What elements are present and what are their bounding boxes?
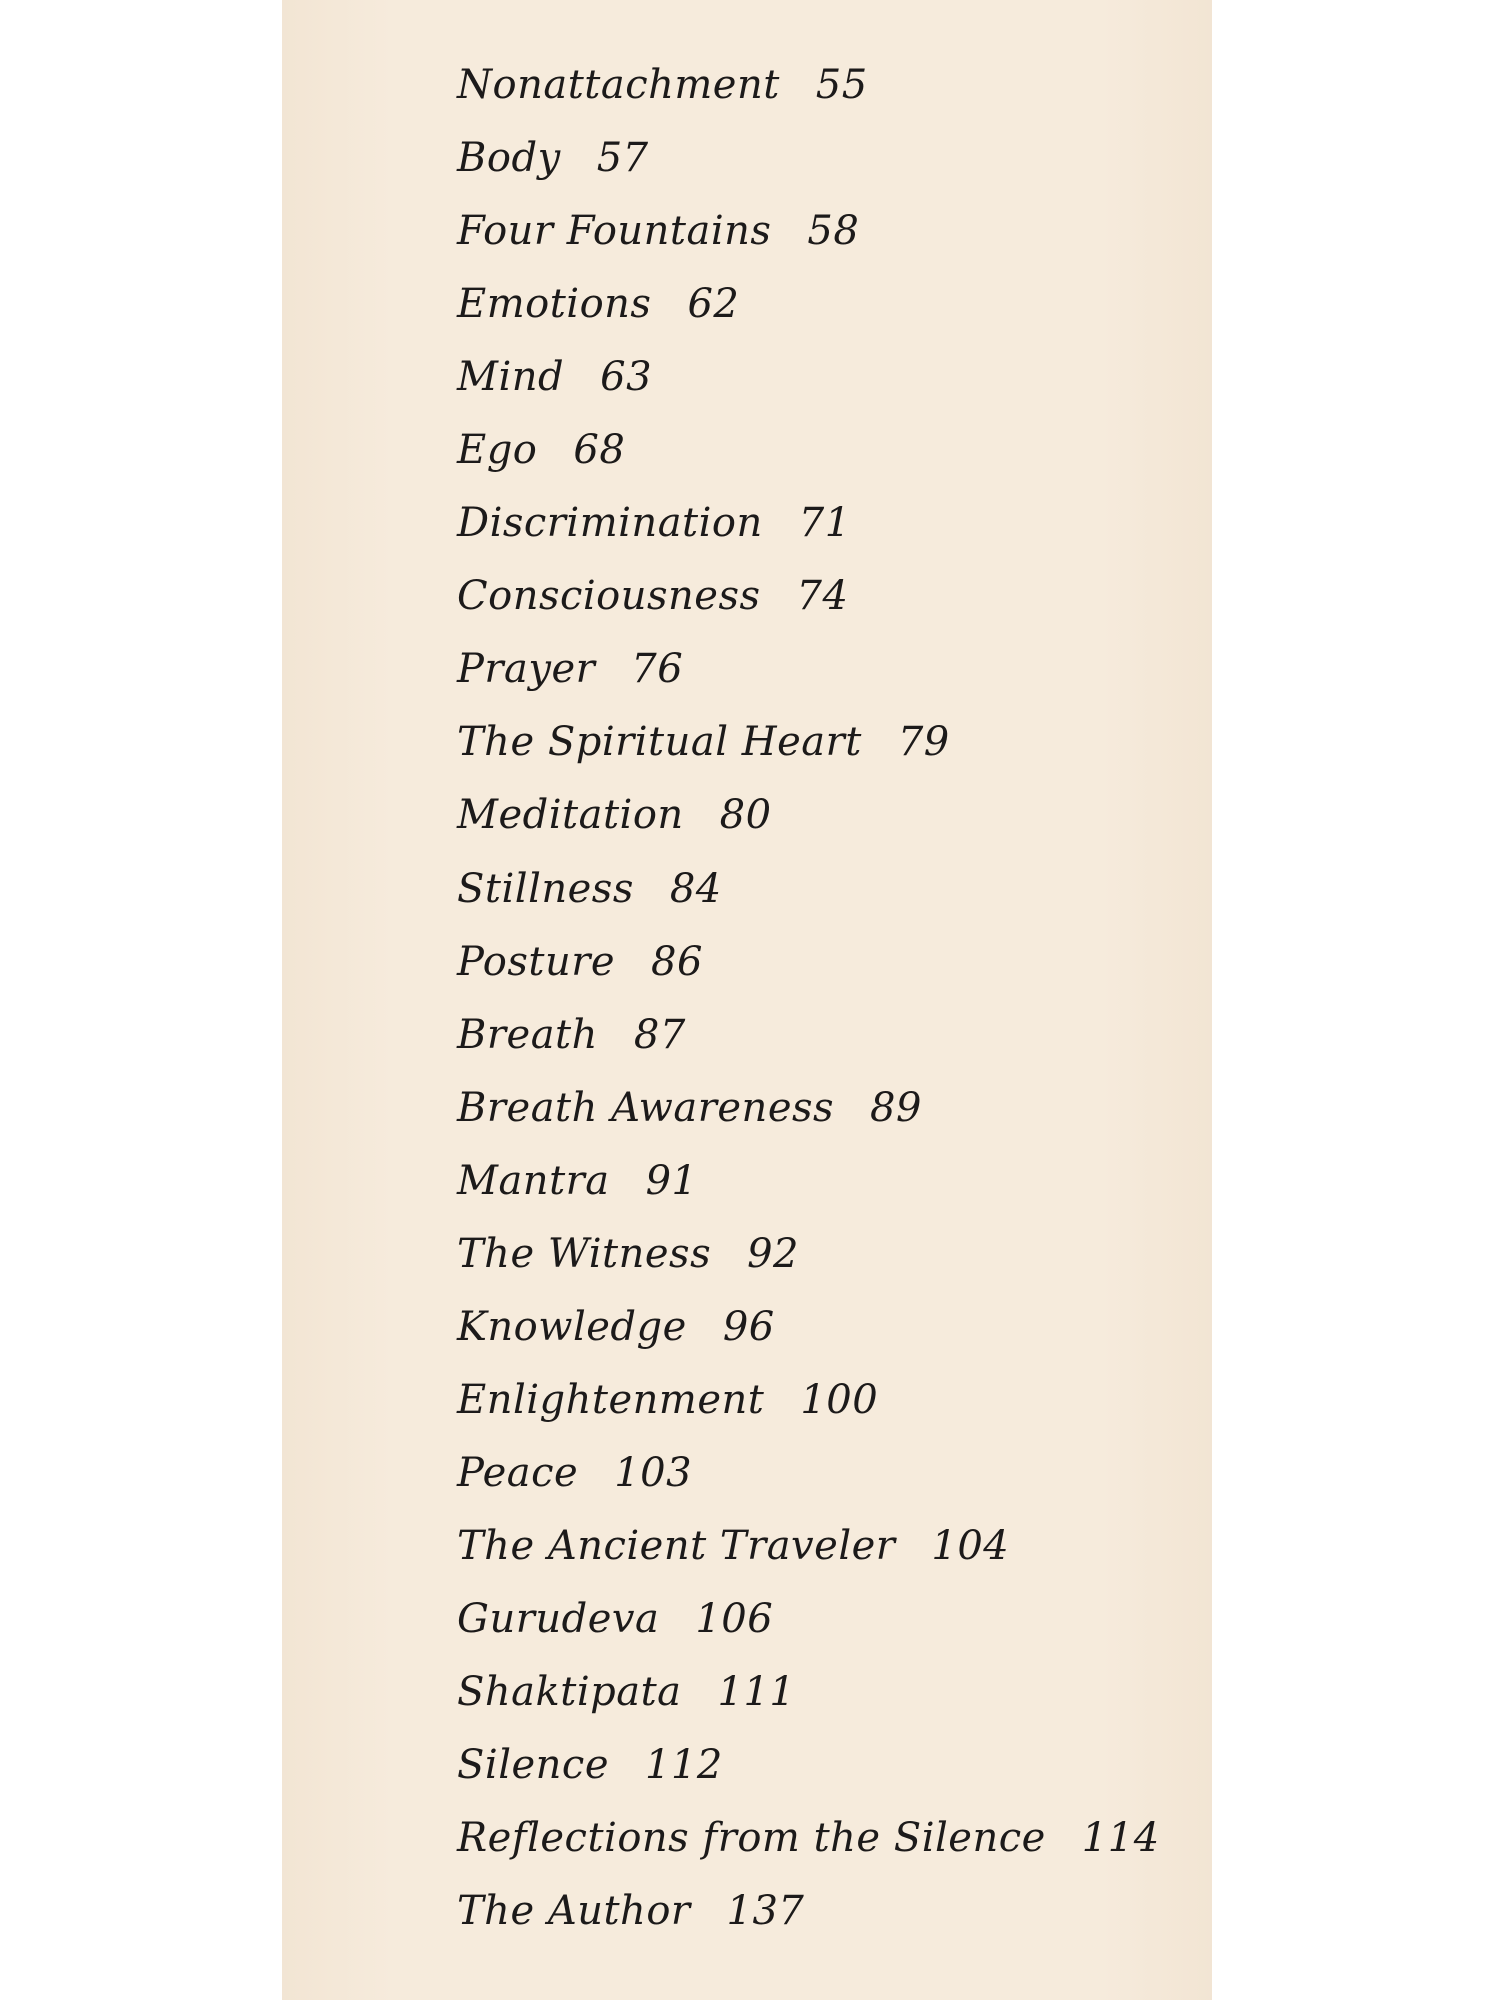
- toc-entry-page: 80: [719, 792, 772, 839]
- toc-entry: [457, 937, 1160, 1010]
- toc-entry: [457, 1375, 1160, 1448]
- toc-entry-title: Four Fountains: [457, 208, 772, 255]
- toc-entry-page: 63: [600, 354, 653, 401]
- toc-entry: [457, 133, 1160, 206]
- toc-entry: [457, 717, 1160, 790]
- toc-entry-title: Peace: [457, 1449, 579, 1496]
- toc-entry-page: 74: [796, 573, 849, 620]
- toc-entry: [457, 790, 1160, 863]
- toc-entry-title: Stillness: [457, 865, 634, 912]
- toc-entry: [457, 864, 1160, 937]
- toc-entry: [457, 1229, 1160, 1302]
- toc-entry-page: 68: [573, 427, 626, 474]
- toc-entry-page: 58: [807, 208, 860, 255]
- toc-entry-title: Prayer: [457, 646, 596, 693]
- toc-entry-title: The Ancient Traveler: [457, 1522, 896, 1569]
- toc-entry-title: The Spiritual Heart: [457, 719, 862, 766]
- toc-entry-title: Consciousness: [457, 573, 761, 620]
- toc-entry-title: Breath Awareness: [457, 1084, 835, 1131]
- toc-entry-page: 71: [798, 500, 851, 547]
- toc-entry: [457, 206, 1160, 279]
- toc-entry-title: Emotions: [457, 281, 652, 328]
- toc-entry: [457, 1156, 1160, 1229]
- toc-entry-page: 89: [870, 1084, 922, 1131]
- toc-entry-page: 91: [645, 1157, 698, 1204]
- toc-entry: [457, 1813, 1160, 1886]
- toc-entry-page: 87: [633, 1011, 686, 1058]
- toc-entry-title: The Author: [457, 1888, 691, 1935]
- toc-entry-title: Breath: [457, 1011, 598, 1058]
- toc-entry-title: Body: [457, 135, 561, 182]
- toc-entry-page: 84: [669, 865, 722, 912]
- toc-entry: [457, 1521, 1160, 1594]
- toc-entry: [457, 1740, 1160, 1813]
- toc-entry-title: Ego: [457, 427, 538, 474]
- toc-entry: [457, 1302, 1160, 1375]
- toc-entry: [457, 60, 1160, 133]
- toc-entry-title: Reflections from the Silence: [457, 1815, 1046, 1862]
- toc-entry-page: 112: [645, 1742, 723, 1789]
- toc-entry: [457, 1083, 1160, 1156]
- toc-entry-page: 96: [722, 1303, 775, 1350]
- toc-entry-page: 55: [815, 62, 868, 108]
- toc-entry-page: 86: [651, 938, 703, 985]
- toc-entry-title: Mind: [457, 354, 565, 401]
- toc-entry-page: 57: [596, 135, 649, 182]
- toc-entry-title: Discrimination: [457, 500, 763, 547]
- toc-entry-page: 100: [800, 1376, 879, 1423]
- toc-entry-page: 62: [687, 281, 740, 328]
- toc-entry-page: 137: [726, 1888, 805, 1935]
- toc-entry-page: 104: [931, 1522, 1010, 1569]
- table-of-contents: [457, 60, 1160, 1959]
- toc-entry-page: 114: [1081, 1815, 1160, 1862]
- toc-entry-title: Knowledge: [457, 1303, 687, 1350]
- book-page: [282, 0, 1212, 2000]
- toc-entry-title: Silence: [457, 1742, 609, 1789]
- toc-entry-title: Posture: [457, 938, 616, 985]
- toc-entry-title: Mantra: [457, 1157, 610, 1204]
- toc-entry: [457, 1886, 1160, 1959]
- toc-entry: [457, 644, 1160, 717]
- toc-entry: [457, 352, 1160, 425]
- toc-entry-title: Shaktipata: [457, 1669, 682, 1716]
- toc-entry: [457, 1010, 1160, 1083]
- toc-entry-page: 92: [747, 1230, 799, 1277]
- toc-entry-title: Gurudeva: [457, 1595, 660, 1642]
- toc-entry-page: 111: [717, 1669, 796, 1716]
- toc-entry-title: Enlightenment: [457, 1376, 765, 1423]
- toc-entry-page: 106: [695, 1595, 774, 1642]
- toc-entry: [457, 1667, 1160, 1740]
- toc-entry-title: The Witness: [457, 1230, 712, 1277]
- toc-entry-title: Meditation: [457, 792, 684, 839]
- toc-entry: [457, 1594, 1160, 1667]
- toc-entry: [457, 1448, 1160, 1521]
- toc-entry: [457, 498, 1160, 571]
- toc-entry: [457, 571, 1160, 644]
- toc-entry-page: 79: [897, 719, 950, 766]
- toc-entry-page: 76: [631, 646, 684, 693]
- toc-entry-title: Nonattachment: [457, 62, 780, 108]
- toc-entry-page: 103: [614, 1449, 693, 1496]
- toc-entry: [457, 425, 1160, 498]
- toc-entry: [457, 279, 1160, 352]
